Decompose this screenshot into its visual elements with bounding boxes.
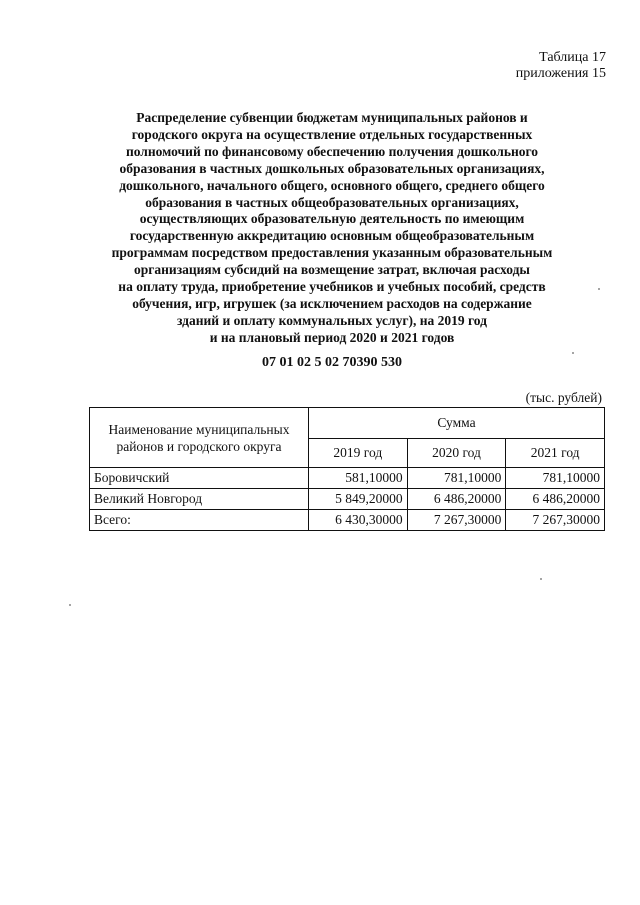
column-header-name-line: районов и городского округа: [116, 438, 282, 454]
title-line: организациям субсидий на возмещение затрат, включая расходы: [134, 262, 530, 278]
title-line: городского округа на осуществление отдельных государственных: [131, 126, 533, 142]
amount-cell: 5 849,20000: [309, 489, 408, 510]
document-title: [82, 110, 582, 347]
total-amount-cell: 6 430,30000: [309, 510, 408, 531]
total-amount-cell: 7 267,30000: [506, 510, 605, 531]
title-line: дошкольного, начального общего, основного общего, среднего общего: [119, 177, 545, 193]
title-line: полномочий по финансовому обеспечению получения дошкольного: [125, 143, 539, 159]
title-line: обучения, игр, игрушек (за исключением расходов на содержание: [132, 295, 532, 311]
column-header-name-line: Наименование муниципальных: [108, 421, 290, 437]
column-header-year: 2021 год: [506, 439, 605, 468]
appendix-number: приложения 15: [515, 66, 606, 81]
budget-classification-code: 07 01 02 5 02 70390 530: [262, 355, 402, 370]
amount-cell: 781,10000: [407, 468, 506, 489]
title-line: зданий и оплату коммунальных услуг), на 2019 год: [176, 312, 488, 328]
title-line: на оплату труда, приобретение учебников и учебных пособий, средств: [118, 279, 546, 295]
title-line: образования в частных общеобразовательных организациях,: [145, 194, 519, 210]
amount-cell: 6 486,20000: [506, 489, 605, 510]
title-line: образования в частных дошкольных образовательных организациях,: [119, 160, 545, 176]
scan-speck: [69, 604, 71, 606]
table-row: [90, 489, 605, 510]
district-name: Боровичский: [90, 468, 309, 489]
subvention-table: [89, 407, 605, 531]
total-amount-cell: 7 267,30000: [407, 510, 506, 531]
table-row: [90, 468, 605, 489]
units-label: (тыс. рублей): [525, 390, 602, 405]
column-header-sum: Сумма: [309, 408, 605, 439]
column-header-year: 2020 год: [407, 439, 506, 468]
title-line: осуществляющих образовательную деятельность по имеющим: [139, 211, 525, 227]
scan-speck: [540, 578, 542, 580]
column-header-name: [90, 408, 309, 468]
amount-cell: 581,10000: [309, 468, 408, 489]
amount-cell: 781,10000: [506, 468, 605, 489]
amount-cell: 6 486,20000: [407, 489, 506, 510]
scan-speck: [572, 352, 574, 354]
table-number: Таблица 17: [539, 50, 606, 65]
title-line: Распределение субвенции бюджетам муниципальных районов и: [136, 110, 528, 125]
title-line: и на плановый период 2020 и 2021 годов: [209, 329, 455, 345]
table-total-row: [90, 510, 605, 531]
total-label: Всего:: [90, 510, 309, 531]
table-header-row: [90, 408, 605, 439]
table-reference: [516, 50, 606, 82]
scan-speck: [598, 288, 600, 290]
district-name: Великий Новгород: [90, 489, 309, 510]
title-line: программам посредством предоставления указанным образовательным: [111, 245, 553, 261]
column-header-year: 2019 год: [309, 439, 408, 468]
title-line: государственную аккредитацию основным общеобразовательным: [129, 228, 535, 244]
